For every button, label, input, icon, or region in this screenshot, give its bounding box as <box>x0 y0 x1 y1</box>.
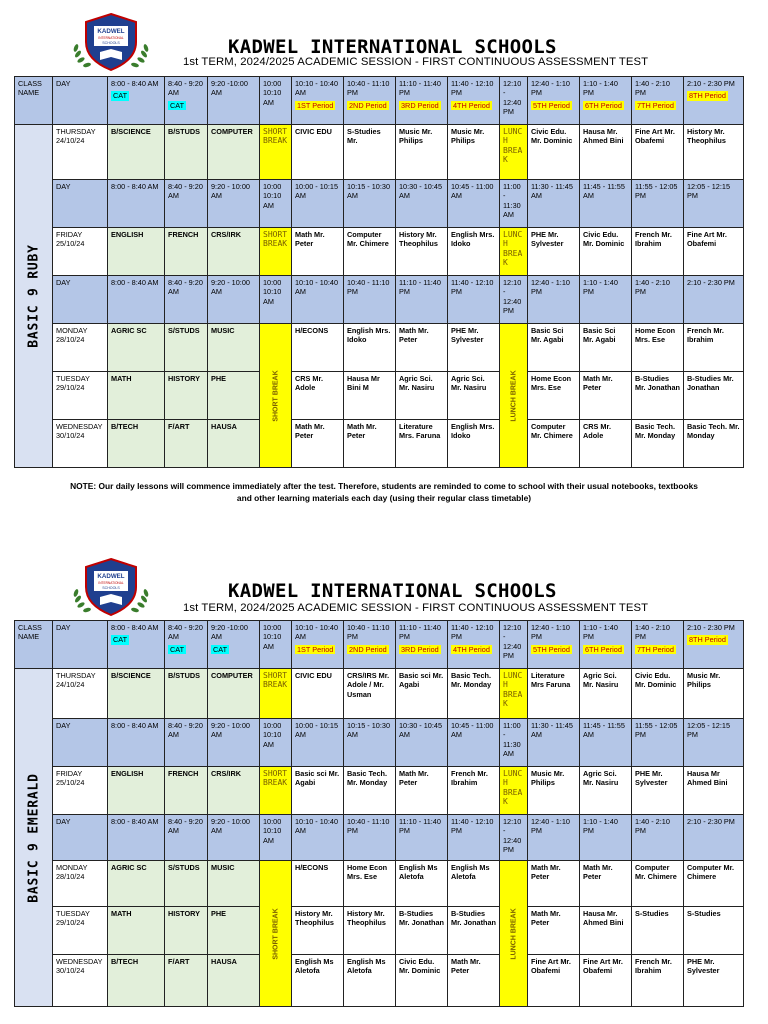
day-header: DAY <box>53 180 108 228</box>
school-logo <box>70 12 152 74</box>
time-slot: 10:00 - 10:15 AM <box>292 180 344 228</box>
test-subject: S/STUDS <box>165 324 208 372</box>
lunch-break: LUNCH BREAK <box>500 125 528 180</box>
test-subject: B/STUDS <box>165 669 208 719</box>
test-subject: MUSIC <box>208 324 260 372</box>
day-date: THURSDAY 24/10/24 <box>53 125 108 180</box>
time-slot: 12:10 - 12:40 PM <box>500 621 528 669</box>
test-subject: HAUSA <box>208 420 260 468</box>
lesson: French Mr. Ibrahim <box>632 955 684 1007</box>
time-slot: 8:40 - 9:20 AM <box>165 180 208 228</box>
school-title: KADWEL INTERNATIONAL SCHOOLS <box>228 580 557 602</box>
time-slot: 2:10 - 2:30 PM <box>684 815 744 861</box>
time-slot: 12:40 - 1:10 PM 5TH Period <box>528 77 580 125</box>
test-subject: PHE <box>208 907 260 955</box>
time-slot: 12:10 - 12:40 PM <box>500 815 528 861</box>
lesson: History Mr. Theophilus <box>684 125 744 180</box>
lesson: Home Econ Mrs. Ese <box>528 372 580 420</box>
cat-badge: CAT <box>113 635 128 645</box>
test-subject: HAUSA <box>208 955 260 1007</box>
lesson: Agric Sci. Mr. Nasiru <box>448 372 500 420</box>
cat-badge: CAT <box>213 644 228 654</box>
lesson: Music Mr. Philips <box>528 767 580 815</box>
period-label: 7TH Period <box>637 100 674 110</box>
period-label: 8TH Period <box>689 635 726 645</box>
time-slot: 2:10 - 2:30 PM <box>684 276 744 324</box>
period-label: 6TH Period <box>585 100 622 110</box>
test-subject: AGRIC SC <box>108 324 165 372</box>
test-subject: HISTORY <box>165 907 208 955</box>
notice-text: NOTE: Our daily lessons will commence immediately after the test. Therefore, students are reminded to come to school with their usual notebooks, textbooks and other learning materials each day (using their regular class timetable) <box>70 481 698 503</box>
test-subject: F/ART <box>165 420 208 468</box>
period-label: 1ST Period <box>297 644 334 654</box>
lesson: CIVIC EDU <box>292 669 344 719</box>
time-slot: 8:00 - 8:40 AM <box>108 719 165 767</box>
time-slot: 10:00 10:10 AM <box>260 719 292 767</box>
lesson: History Mr. Theophilus <box>396 228 448 276</box>
cat-badge: CAT <box>170 100 185 110</box>
lesson: History Mr. Theophilus <box>292 907 344 955</box>
lesson: B-Studies Mr. Jonathan <box>448 907 500 955</box>
lesson: Math Mr. Peter <box>396 767 448 815</box>
time-slot: 1:40 - 2:10 PM 7TH Period <box>632 77 684 125</box>
lesson: PHE Mr. Sylvester <box>528 228 580 276</box>
period-label: 2ND Period <box>349 644 387 654</box>
lesson: Hausa Mr. Ahmed Bini <box>580 125 632 180</box>
test-subject: CRS/IRK <box>208 767 260 815</box>
time-slot: 12:05 - 12:15 PM <box>684 180 744 228</box>
timetable-table-ruby <box>14 76 744 468</box>
lesson: Hausa Mr Bini M <box>344 372 396 420</box>
time-slot: 1:10 - 1:40 PM 6TH Period <box>580 77 632 125</box>
class-label: BASIC 9 EMERALD <box>25 772 41 903</box>
lesson: Home Econ Mrs. Ese <box>344 861 396 907</box>
lesson: Basic Tech. Mr. Monday <box>684 420 744 468</box>
short-break: SHORT BREAK <box>260 669 292 719</box>
day-date: WEDNESDAY 30/10/24 <box>53 955 108 1007</box>
lesson: English Ms Aletofa <box>292 955 344 1007</box>
time-slot: 10:40 - 11:10 PM 2ND Period <box>344 77 396 125</box>
day-date: WEDNESDAY 30/10/24 <box>53 420 108 468</box>
time-slot: 11:40 - 12:10 PM 4TH Period <box>448 77 500 125</box>
time-slot: 1:40 - 2:10 PM 7TH Period <box>632 621 684 669</box>
time-slot: 9:20 - 10:00 AM <box>208 276 260 324</box>
page-subtitle: 1st TERM, 2024/2025 ACADEMIC SESSION - FIRST CONTINUOUS ASSESSMENT TEST <box>183 602 649 614</box>
lesson: Hausa Mr. Ahmed Bini <box>580 907 632 955</box>
period-label: 1ST Period <box>297 100 334 110</box>
period-label: 5TH Period <box>533 644 570 654</box>
period-label: 4TH Period <box>453 100 490 110</box>
lesson: PHE Mr. Sylvester <box>632 767 684 815</box>
time-slot: 12:40 - 1:10 PM 5TH Period <box>528 621 580 669</box>
lunch-break: LUNCH BREAK <box>500 861 528 1007</box>
test-subject: HISTORY <box>165 372 208 420</box>
test-subject: MUSIC <box>208 861 260 907</box>
time-slot: 10:10 - 10:40 AM 1ST Period <box>292 621 344 669</box>
test-subject: AGRIC SC <box>108 861 165 907</box>
school-logo <box>70 557 152 619</box>
lesson: English Mrs. Idoko <box>448 420 500 468</box>
period-label: 3RD Period <box>401 100 439 110</box>
lesson: Basic Sci Mr. Agabi <box>528 324 580 372</box>
test-subject: FRENCH <box>165 767 208 815</box>
time-slot: 10:00 10:10 AM <box>260 621 292 669</box>
time-slot: 10:00 10:10 AM <box>260 276 292 324</box>
lesson: Math Mr. Peter <box>344 420 396 468</box>
lesson: English Ms Aletofa <box>344 955 396 1007</box>
lesson: Computer Mr. Chimere <box>528 420 580 468</box>
lesson: Agric Sci. Mr. Nasiru <box>580 669 632 719</box>
lesson: Math Mr. Peter <box>292 228 344 276</box>
short-break: SHORT BREAK <box>260 228 292 276</box>
lesson: B-Studies Mr. Jonathan <box>396 907 448 955</box>
class-label: BASIC 9 RUBY <box>25 244 41 348</box>
lesson: Civic Edu. Mr. Dominic <box>528 125 580 180</box>
test-subject: B/TECH <box>108 420 165 468</box>
lesson: PHE Mr. Sylvester <box>684 955 744 1007</box>
lesson: Math Mr. Peter <box>580 372 632 420</box>
time-slot: 9:20 -10:00 AM CAT <box>208 621 260 669</box>
lesson: English Ms Aletofa <box>448 861 500 907</box>
day-header: DAY <box>53 621 108 669</box>
lunch-break: LUNCH BREAK <box>500 767 528 815</box>
lesson: S-Studies <box>684 907 744 955</box>
lesson: Civic Edu. Mr. Dominic <box>632 669 684 719</box>
time-slot: 10:10 - 10:40 AM <box>292 276 344 324</box>
period-label: 4TH Period <box>453 644 490 654</box>
time-slot: 10:10 - 10:40 AM 1ST Period <box>292 77 344 125</box>
day-date: TUESDAY 29/10/24 <box>53 907 108 955</box>
day-header: DAY <box>53 77 108 125</box>
time-slot: 1:40 - 2:10 PM <box>632 815 684 861</box>
day-date: TUESDAY 29/10/24 <box>53 372 108 420</box>
time-slot: 8:00 - 8:40 AM CAT <box>108 77 165 125</box>
lesson: Hausa Mr Ahmed Bini <box>684 767 744 815</box>
lesson: H/ECONS <box>292 861 344 907</box>
lesson: Math Mr. Peter <box>448 955 500 1007</box>
lesson: Fine Art Mr. Obafemi <box>684 228 744 276</box>
time-slot: 10:00 10:10 AM <box>260 815 292 861</box>
school-title: KADWEL INTERNATIONAL SCHOOLS <box>228 36 557 58</box>
time-slot: 12:05 - 12:15 PM <box>684 719 744 767</box>
test-subject: B/TECH <box>108 955 165 1007</box>
short-break: SHORT BREAK <box>260 861 292 1007</box>
lesson: Basic Tech. Mr. Monday <box>344 767 396 815</box>
period-label: 6TH Period <box>585 644 622 654</box>
time-slot: 8:40 - 9:20 AM <box>165 276 208 324</box>
class-label-cell <box>15 669 53 1007</box>
time-slot: 8:40 - 9:20 AM CAT <box>165 621 208 669</box>
time-slot: 9:20 - 10:00 AM <box>208 180 260 228</box>
test-subject: ENGLISH <box>108 228 165 276</box>
time-slot: 10:40 - 11:10 PM <box>344 276 396 324</box>
time-slot: 1:40 - 2:10 PM <box>632 276 684 324</box>
lesson: Basic Tech. Mr. Monday <box>448 669 500 719</box>
period-label: 8TH Period <box>689 91 726 101</box>
lesson: French Mr. Ibrahim <box>632 228 684 276</box>
time-slot: 8:40 - 9:20 AM <box>165 815 208 861</box>
lesson: Home Econ Mrs. Ese <box>632 324 684 372</box>
time-slot: 11:40 - 12:10 PM <box>448 276 500 324</box>
time-slot: 11:30 - 11:45 AM <box>528 180 580 228</box>
time-slot: 8:40 - 9:20 AM CAT <box>165 77 208 125</box>
lesson: Computer Mr. Chimere <box>632 861 684 907</box>
time-slot: 10:15 - 10:30 AM <box>344 719 396 767</box>
time-slot: 11:10 - 11:40 PM <box>396 815 448 861</box>
lesson: Basic Tech. Mr. Monday <box>632 420 684 468</box>
lesson: Basic sci Mr. Agabi <box>396 669 448 719</box>
lesson: English Mrs. Idoko <box>344 324 396 372</box>
svg-text:KADWEL: KADWEL <box>97 28 125 35</box>
lesson: CRS/IRS Mr. Adole / Mr. Usman <box>344 669 396 719</box>
time-slot: 10:40 - 11:10 PM <box>344 815 396 861</box>
lesson: Computer Mr. Chimere <box>684 861 744 907</box>
time-slot: 1:10 - 1:40 PM <box>580 815 632 861</box>
time-slot: 10:00 10:10 AM <box>260 77 292 125</box>
day-date: FRIDAY 25/10/24 <box>53 228 108 276</box>
lesson: Math Mr. Peter <box>580 861 632 907</box>
time-slot: 11:45 - 11:55 AM <box>580 180 632 228</box>
lesson: Music Mr. Philips <box>396 125 448 180</box>
short-break: SHORT BREAK <box>260 324 292 468</box>
time-slot: 10:00 - 10:15 AM <box>292 719 344 767</box>
class-label-cell <box>15 125 53 468</box>
time-slot: 12:40 - 1:10 PM <box>528 276 580 324</box>
time-slot: 10:30 - 10:45 AM <box>396 719 448 767</box>
day-header: DAY <box>53 815 108 861</box>
lesson: H/ECONS <box>292 324 344 372</box>
time-slot: 10:10 - 10:40 AM <box>292 815 344 861</box>
time-slot: 8:00 - 8:40 AM <box>108 180 165 228</box>
lesson: B-Studies Mr. Jonathan <box>684 372 744 420</box>
period-label: 3RD Period <box>401 644 439 654</box>
time-slot: 11:45 - 11:55 AM <box>580 719 632 767</box>
day-date: THURSDAY 24/10/24 <box>53 669 108 719</box>
page-subtitle: 1st TERM, 2024/2025 ACADEMIC SESSION - FIRST CONTINUOUS ASSESSMENT TEST <box>183 56 649 68</box>
lunch-break: LUNCH BREAK <box>500 669 528 719</box>
time-slot: 2:10 - 2:30 PM 8TH Period <box>684 77 744 125</box>
lesson: S-Studies Mr. <box>344 125 396 180</box>
test-subject: S/STUDS <box>165 861 208 907</box>
period-label: 5TH Period <box>533 100 570 110</box>
time-slot: 11:30 - 11:45 AM <box>528 719 580 767</box>
lesson: S-Studies <box>632 907 684 955</box>
svg-text:SCHOOLS: SCHOOLS <box>102 41 120 45</box>
time-slot: 1:10 - 1:40 PM <box>580 276 632 324</box>
test-subject: ENGLISH <box>108 767 165 815</box>
lesson: Fine Art Mr. Obafemi <box>632 125 684 180</box>
time-slot: 1:10 - 1:40 PM 6TH Period <box>580 621 632 669</box>
lesson: Math Mr. Peter <box>528 861 580 907</box>
test-subject: MATH <box>108 372 165 420</box>
lesson: Computer Mr. Chimere <box>344 228 396 276</box>
lunch-break: LUNCH BREAK <box>500 324 528 468</box>
lesson: CIVIC EDU <box>292 125 344 180</box>
time-slot: 12:10 - 12:40 PM <box>500 276 528 324</box>
day-header: DAY <box>53 276 108 324</box>
test-subject: B/STUDS <box>165 125 208 180</box>
time-slot: 8:40 - 9:20 AM <box>165 719 208 767</box>
test-subject: F/ART <box>165 955 208 1007</box>
cat-badge: CAT <box>113 91 128 101</box>
period-label: 7TH Period <box>637 644 674 654</box>
lesson: Fine Art Mr. Obafemi <box>528 955 580 1007</box>
lesson: Basic Sci Mr. Agabi <box>580 324 632 372</box>
class-name-header: CLASS NAME <box>15 621 53 669</box>
test-subject: B/SCIENCE <box>108 125 165 180</box>
test-subject: B/SCIENCE <box>108 669 165 719</box>
time-slot: 2:10 - 2:30 PM 8TH Period <box>684 621 744 669</box>
svg-text:SCHOOLS: SCHOOLS <box>102 586 120 590</box>
time-slot: 10:45 - 11:00 AM <box>448 180 500 228</box>
class-name-header: CLASS NAME <box>15 77 53 125</box>
time-slot: 11:00 - 11:30 AM <box>500 719 528 767</box>
lesson: French Mr. Ibrahim <box>684 324 744 372</box>
time-slot: 12:10 - 12:40 PM <box>500 77 528 125</box>
cat-badge: CAT <box>170 644 185 654</box>
svg-text:KADWEL: KADWEL <box>97 573 125 580</box>
test-subject: COMPUTER <box>208 125 260 180</box>
short-break: SHORT BREAK <box>260 125 292 180</box>
lesson: Literature Mrs Faruna <box>528 669 580 719</box>
lesson: Math Mr. Peter <box>292 420 344 468</box>
time-slot: 11:10 - 11:40 PM <box>396 276 448 324</box>
lesson: Music Mr. Philips <box>448 125 500 180</box>
time-slot: 11:00 - 11:30 AM <box>500 180 528 228</box>
time-slot: 10:15 - 10:30 AM <box>344 180 396 228</box>
time-slot: 9:20 - 10:00 AM <box>208 815 260 861</box>
lesson: Music Mr. Philips <box>684 669 744 719</box>
time-slot: 9:20 - 10:00 AM <box>208 719 260 767</box>
time-slot: 8:00 - 8:40 AM CAT <box>108 621 165 669</box>
lunch-break: LUNCH BREAK <box>500 228 528 276</box>
lesson: Agric Sci. Mr. Nasiru <box>580 767 632 815</box>
test-subject: FRENCH <box>165 228 208 276</box>
time-slot: 10:40 - 11:10 PM 2ND Period <box>344 621 396 669</box>
lesson: History Mr. Theophilus <box>344 907 396 955</box>
time-slot: 11:40 - 12:10 PM <box>448 815 500 861</box>
test-subject: MATH <box>108 907 165 955</box>
lesson: Literature Mrs. Faruna <box>396 420 448 468</box>
svg-text:INTERNATIONAL: INTERNATIONAL <box>98 36 124 40</box>
day-date: FRIDAY 25/10/24 <box>53 767 108 815</box>
timetable-table-emerald <box>14 620 744 1007</box>
lesson: Civic Edu. Mr. Dominic <box>580 228 632 276</box>
time-slot: 11:10 - 11:40 PM 3RD Period <box>396 77 448 125</box>
lesson: Basic sci Mr. Agabi <box>292 767 344 815</box>
lesson: Fine Art Mr. Obafemi <box>580 955 632 1007</box>
short-break: SHORT BREAK <box>260 767 292 815</box>
time-slot: 12:40 - 1:10 PM <box>528 815 580 861</box>
lesson: CRS Mr. Adole <box>580 420 632 468</box>
period-label: 2ND Period <box>349 100 387 110</box>
lesson: B-Studies Mr. Jonathan <box>632 372 684 420</box>
day-date: MONDAY 28/10/24 <box>53 324 108 372</box>
lesson: Civic Edu. Mr. Dominic <box>396 955 448 1007</box>
lesson: PHE Mr. Sylvester <box>448 324 500 372</box>
svg-text:INTERNATIONAL: INTERNATIONAL <box>98 581 124 585</box>
day-header: DAY <box>53 719 108 767</box>
lesson: CRS Mr. Adole <box>292 372 344 420</box>
time-slot: 8:00 - 8:40 AM <box>108 276 165 324</box>
lesson: Math Mr. Peter <box>396 324 448 372</box>
lesson: English Ms Aletofa <box>396 861 448 907</box>
lesson: Math Mr. Peter <box>528 907 580 955</box>
time-slot: 11:40 - 12:10 PM 4TH Period <box>448 621 500 669</box>
time-slot: 10:30 - 10:45 AM <box>396 180 448 228</box>
time-slot: 9:20 -10:00 AM <box>208 77 260 125</box>
time-slot: 11:55 - 12:05 PM <box>632 719 684 767</box>
lesson: English Mrs. Idoko <box>448 228 500 276</box>
lesson: Agric Sci. Mr. Nasiru <box>396 372 448 420</box>
test-subject: COMPUTER <box>208 669 260 719</box>
time-slot: 10:00 10:10 AM <box>260 180 292 228</box>
test-subject: CRS/IRK <box>208 228 260 276</box>
time-slot: 8:00 - 8:40 AM <box>108 815 165 861</box>
lesson: French Mr. Ibrahim <box>448 767 500 815</box>
day-date: MONDAY 28/10/24 <box>53 861 108 907</box>
time-slot: 10:45 - 11:00 AM <box>448 719 500 767</box>
time-slot: 11:55 - 12:05 PM <box>632 180 684 228</box>
test-subject: PHE <box>208 372 260 420</box>
time-slot: 11:10 - 11:40 PM 3RD Period <box>396 621 448 669</box>
